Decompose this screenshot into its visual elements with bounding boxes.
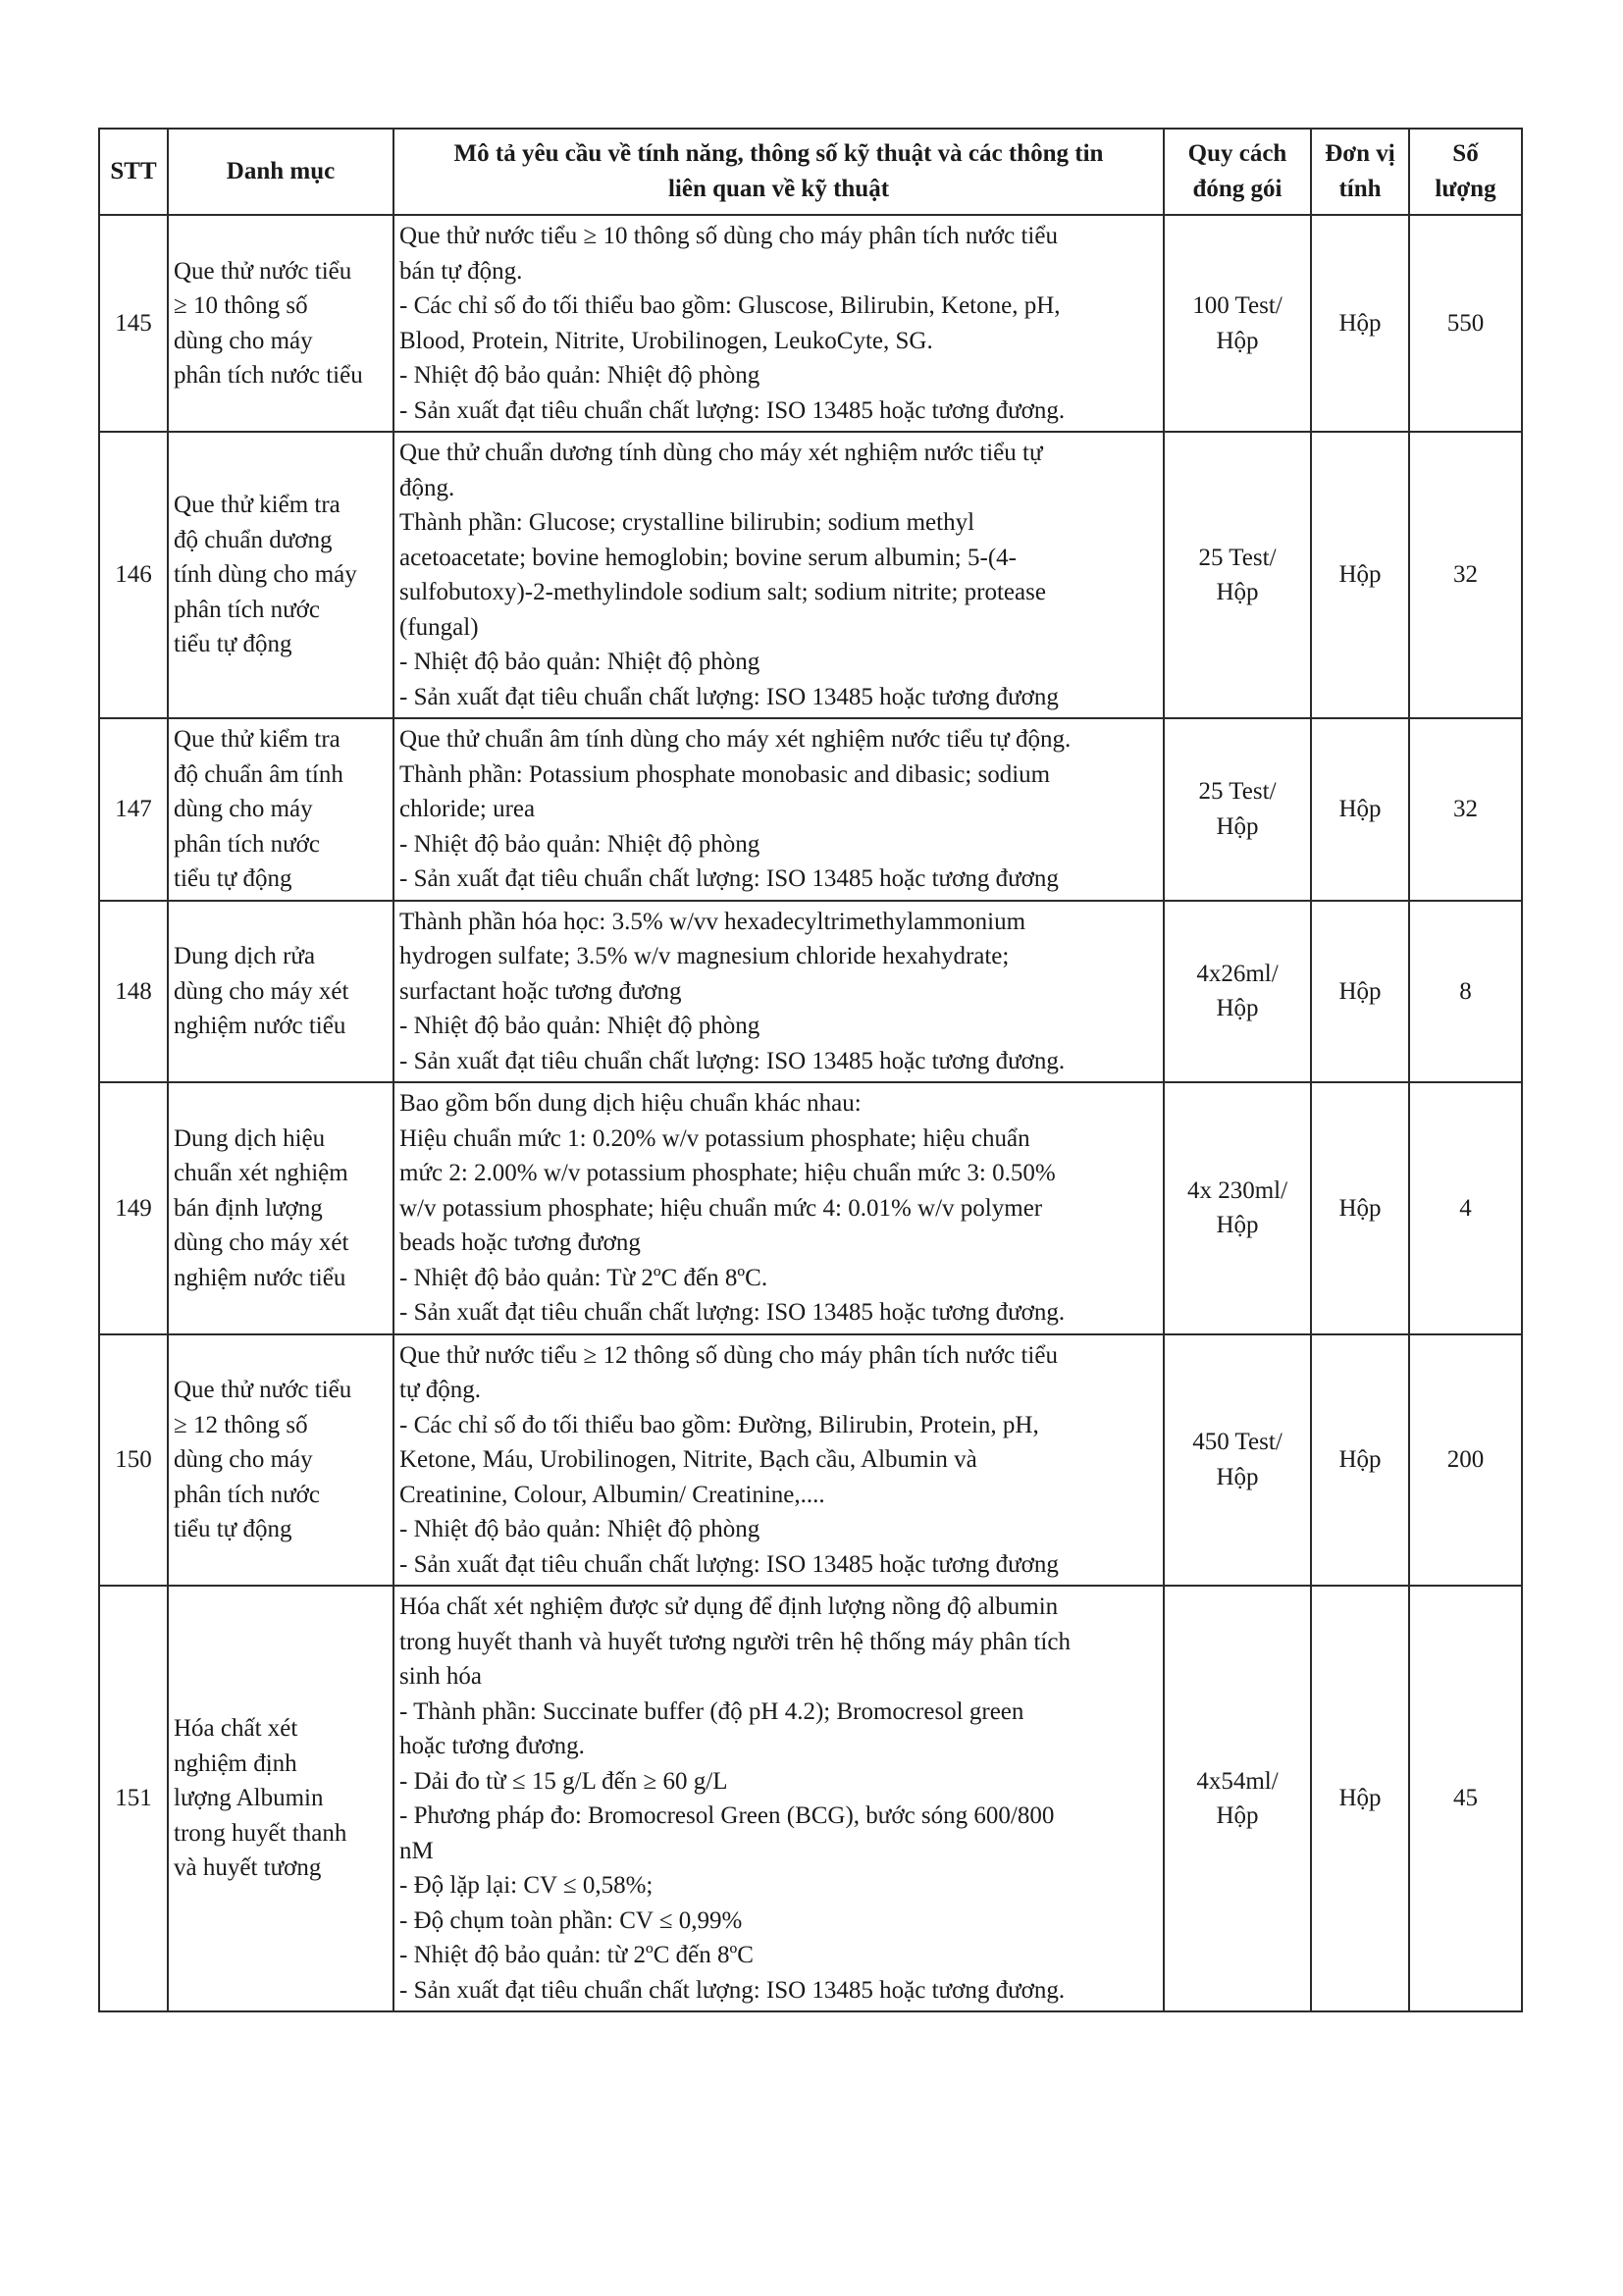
- description-line: - Các chỉ số đo tối thiểu bao gồm: Đường, Bilirubin, Protein, pH,: [399, 1411, 1039, 1438]
- header-packing-line: Quy cách: [1187, 140, 1287, 167]
- row-packing: [1164, 432, 1311, 718]
- description-line: acetoacetate; bovine hemoglobin; bovine serum albumin; 5-(4-: [399, 544, 1017, 571]
- row-unit: Hộp: [1311, 1586, 1409, 2011]
- row-category: [168, 718, 393, 901]
- description-line: nM: [399, 1837, 434, 1864]
- row-unit: Hộp: [1311, 432, 1409, 718]
- category-line: tiểu tự động: [174, 631, 292, 658]
- packing-line: Hộp: [1216, 812, 1259, 840]
- row-stt: 146: [99, 432, 168, 718]
- description-line: beads hoặc tương đương: [399, 1229, 641, 1256]
- description-line: bán tự động.: [399, 257, 523, 285]
- category-line: phân tích nước: [174, 830, 320, 858]
- description-line: sulfobutoxy)-2-methylindole sodium salt; sodium nitrite; protease: [399, 579, 1046, 605]
- table-row: [99, 432, 1522, 718]
- row-quantity: 200: [1409, 1334, 1522, 1587]
- header-packing-line: đóng gói: [1192, 176, 1283, 202]
- header-category: Danh mục: [168, 129, 393, 215]
- packing-line: 4x54ml/: [1196, 1767, 1279, 1795]
- row-quantity: 8: [1409, 901, 1522, 1083]
- header-description: [393, 129, 1164, 215]
- description-line: Ketone, Máu, Urobilinogen, Nitrite, Bạch cầu, Albumin và: [399, 1446, 977, 1473]
- table-row: [99, 1334, 1522, 1587]
- specification-table: [98, 128, 1523, 2012]
- description-line: - Nhiệt độ bảo quản: Nhiệt độ phòng: [399, 362, 760, 389]
- description-line: tự động.: [399, 1377, 481, 1403]
- packing-line: 4x 230ml/: [1186, 1176, 1288, 1204]
- category-line: phân tích nước: [174, 596, 320, 623]
- row-packing: [1164, 901, 1311, 1083]
- packing-line: Hộp: [1216, 579, 1259, 605]
- description-line: Thành phần: Glucose; crystalline bilirubin; sodium methyl: [399, 509, 975, 536]
- table-row: [99, 901, 1522, 1083]
- description-line: Que thử nước tiểu ≥ 10 thông số dùng cho máy phân tích nước tiểu: [399, 223, 1058, 249]
- category-line: lượng Albumin: [174, 1785, 324, 1812]
- category-line: phân tích nước: [174, 1481, 320, 1508]
- row-packing: [1164, 1334, 1311, 1587]
- header-unit: [1311, 129, 1409, 215]
- description-line: - Nhiệt độ bảo quản: Nhiệt độ phòng: [399, 1013, 760, 1039]
- row-category: [168, 1082, 393, 1334]
- description-line: Que thử chuẩn âm tính dùng cho máy xét nghiệm nước tiểu tự động.: [399, 726, 1072, 753]
- packing-line: Hộp: [1216, 1212, 1259, 1239]
- row-packing: [1164, 1082, 1311, 1334]
- row-stt: 145: [99, 215, 168, 432]
- description-line: surfactant hoặc tương đương: [399, 977, 682, 1005]
- description-line: - Sản xuất đạt tiêu chuẩn chất lượng: ISO 13485 hoặc tương đương.: [399, 1976, 1066, 2004]
- header-packing: [1164, 129, 1311, 215]
- packing-line: 4x26ml/: [1196, 960, 1279, 987]
- row-quantity: 550: [1409, 215, 1522, 432]
- category-line: độ chuẩn âm tính: [174, 760, 343, 788]
- category-line: Que thử kiểm tra: [174, 492, 340, 519]
- row-description: [393, 432, 1164, 718]
- category-line: ≥ 12 thông số: [174, 1411, 308, 1438]
- description-line: - Nhiệt độ bảo quản: Nhiệt độ phòng: [399, 649, 760, 675]
- category-line: nghiệm định: [174, 1749, 297, 1777]
- description-line: hydrogen sulfate; 3.5% w/v magnesium chloride hexahydrate;: [399, 943, 1010, 969]
- header-quantity: [1409, 129, 1522, 215]
- packing-line: Hộp: [1216, 1463, 1259, 1490]
- row-packing: [1164, 1586, 1311, 2011]
- packing-line: 450 Test/: [1192, 1429, 1283, 1456]
- category-line: độ chuẩn dương: [174, 526, 333, 553]
- row-quantity: 4: [1409, 1082, 1522, 1334]
- header-description-line: Mô tả yêu cầu về tính năng, thông số kỹ thuật và các thông tin: [453, 140, 1104, 167]
- header-quantity-line: Số: [1452, 140, 1479, 167]
- category-line: tính dùng cho máy: [174, 561, 357, 589]
- description-line: - Sản xuất đạt tiêu chuẩn chất lượng: ISO 13485 hoặc tương đương: [399, 683, 1059, 710]
- description-line: động.: [399, 474, 455, 501]
- description-line: - Sản xuất đạt tiêu chuẩn chất lượng: ISO 13485 hoặc tương đương.: [399, 396, 1066, 424]
- description-line: Hóa chất xét nghiệm được sử dụng để định lượng nồng độ albumin: [399, 1593, 1059, 1620]
- row-packing: [1164, 215, 1311, 432]
- category-line: dùng cho máy xét: [174, 1229, 349, 1256]
- row-description: [393, 1586, 1164, 2011]
- row-description: [393, 1082, 1164, 1334]
- packing-line: 100 Test/: [1192, 292, 1283, 319]
- category-line: phân tích nước tiểu: [174, 362, 363, 389]
- category-line: Hóa chất xét: [174, 1715, 298, 1743]
- description-line: - Sản xuất đạt tiêu chuẩn chất lượng: ISO 13485 hoặc tương đương.: [399, 1299, 1066, 1326]
- category-line: tiểu tự động: [174, 1516, 292, 1542]
- row-unit: Hộp: [1311, 1334, 1409, 1587]
- header-unit-line: Đơn vị: [1325, 140, 1395, 167]
- row-category: [168, 1334, 393, 1587]
- table-row: [99, 1586, 1522, 2011]
- row-description: [393, 215, 1164, 432]
- category-line: tiểu tự động: [174, 865, 292, 892]
- category-line: Dung dịch hiệu: [174, 1124, 326, 1152]
- description-line: - Các chỉ số đo tối thiểu bao gồm: Gluscose, Bilirubin, Ketone, pH,: [399, 292, 1061, 319]
- description-line: - Độ chụm toàn phần: CV ≤ 0,99%: [399, 1906, 743, 1934]
- description-line: Bao gồm bốn dung dịch hiệu chuẩn khác nhau:: [399, 1090, 862, 1117]
- description-line: Que thử chuẩn dương tính dùng cho máy xét nghiệm nước tiểu tự: [399, 440, 1043, 466]
- row-stt: 151: [99, 1586, 168, 2011]
- row-unit: Hộp: [1311, 1082, 1409, 1334]
- category-line: nghiệm nước tiểu: [174, 1264, 346, 1291]
- category-line: dùng cho máy xét: [174, 977, 349, 1005]
- packing-line: Hộp: [1216, 327, 1259, 354]
- row-packing: [1164, 718, 1311, 901]
- packing-line: 25 Test/: [1198, 778, 1277, 806]
- row-unit: Hộp: [1311, 718, 1409, 901]
- row-category: [168, 1586, 393, 2011]
- row-stt: 148: [99, 901, 168, 1083]
- description-line: Creatinine, Colour, Albumin/ Creatinine,....: [399, 1481, 825, 1508]
- row-quantity: 32: [1409, 432, 1522, 718]
- category-line: ≥ 10 thông số: [174, 292, 308, 319]
- description-line: - Sản xuất đạt tiêu chuẩn chất lượng: ISO 13485 hoặc tương đương: [399, 1550, 1059, 1578]
- description-line: w/v potassium phosphate; hiệu chuẩn mức 4: 0.01% w/v polymer: [399, 1194, 1043, 1222]
- row-quantity: 32: [1409, 718, 1522, 901]
- header-description-line: liên quan về kỹ thuật: [667, 176, 890, 202]
- category-line: và huyết tương: [174, 1854, 322, 1882]
- description-line: trong huyết thanh và huyết tương người trên hệ thống máy phân tích: [399, 1628, 1071, 1655]
- row-stt: 150: [99, 1334, 168, 1587]
- description-line: - Nhiệt độ bảo quản: Nhiệt độ phòng: [399, 1516, 760, 1542]
- header-unit-line: tính: [1338, 176, 1382, 202]
- row-quantity: 45: [1409, 1586, 1522, 2011]
- table-row: [99, 1082, 1522, 1334]
- description-line: Blood, Protein, Nitrite, Urobilinogen, LeukoCyte, SG.: [399, 327, 933, 354]
- description-line: - Sản xuất đạt tiêu chuẩn chất lượng: ISO 13485 hoặc tương đương: [399, 865, 1059, 892]
- description-line: mức 2: 2.00% w/v potassium phosphate; hiệu chuẩn mức 3: 0.50%: [399, 1160, 1056, 1186]
- table-body: [99, 215, 1522, 2011]
- row-category: [168, 215, 393, 432]
- category-line: dùng cho máy: [174, 327, 313, 354]
- category-line: Que thử kiểm tra: [174, 726, 340, 753]
- description-line: - Nhiệt độ bảo quản: Từ 2ºC đến 8ºC.: [399, 1264, 768, 1291]
- description-line: - Độ lặp lại: CV ≤ 0,58%;: [399, 1872, 654, 1899]
- row-unit: Hộp: [1311, 215, 1409, 432]
- description-line: sinh hóa: [399, 1663, 483, 1690]
- table-row: [99, 718, 1522, 901]
- row-unit: Hộp: [1311, 901, 1409, 1083]
- row-description: [393, 901, 1164, 1083]
- row-stt: 149: [99, 1082, 168, 1334]
- row-category: [168, 901, 393, 1083]
- description-line: - Nhiệt độ bảo quản: Nhiệt độ phòng: [399, 830, 760, 858]
- packing-line: Hộp: [1216, 1802, 1259, 1829]
- category-line: trong huyết thanh: [174, 1819, 347, 1847]
- category-line: nghiệm nước tiểu: [174, 1013, 346, 1039]
- category-line: dùng cho máy: [174, 1446, 313, 1473]
- description-line: chloride; urea: [399, 796, 536, 822]
- description-line: Que thử nước tiểu ≥ 12 thông số dùng cho máy phân tích nước tiểu: [399, 1341, 1058, 1369]
- description-line: - Nhiệt độ bảo quản: từ 2ºC đến 8ºC: [399, 1942, 754, 1968]
- description-line: - Sản xuất đạt tiêu chuẩn chất lượng: ISO 13485 hoặc tương đương.: [399, 1047, 1066, 1074]
- description-line: - Thành phần: Succinate buffer (độ pH 4.2); Bromocresol green: [399, 1697, 1024, 1725]
- description-line: - Dải đo từ ≤ 15 g/L đến ≥ 60 g/L: [399, 1767, 728, 1795]
- description-line: Thành phần: Potassium phosphate monobasic and dibasic; sodium: [399, 760, 1051, 788]
- header-stt: STT: [99, 129, 168, 215]
- row-description: [393, 718, 1164, 901]
- row-stt: 147: [99, 718, 168, 901]
- packing-line: 25 Test/: [1198, 544, 1277, 571]
- description-line: - Phương pháp đo: Bromocresol Green (BCG), bước sóng 600/800: [399, 1802, 1055, 1829]
- row-category: [168, 432, 393, 718]
- category-line: chuẩn xét nghiệm: [174, 1160, 348, 1186]
- description-line: hoặc tương đương.: [399, 1733, 585, 1759]
- header-quantity-line: lượng: [1435, 176, 1496, 202]
- packing-line: Hộp: [1216, 995, 1259, 1022]
- description-line: Hiệu chuẩn mức 1: 0.20% w/v potassium phosphate; hiệu chuẩn: [399, 1124, 1030, 1152]
- category-line: bán định lượng: [174, 1194, 323, 1222]
- description-line: Thành phần hóa học: 3.5% w/vv hexadecyltrimethylammonium: [399, 908, 1026, 935]
- table-header-row: [99, 129, 1522, 215]
- category-line: Que thử nước tiểu: [174, 1377, 352, 1403]
- table-row: [99, 215, 1522, 432]
- description-line: (fungal): [399, 613, 479, 641]
- category-line: dùng cho máy: [174, 796, 313, 822]
- row-description: [393, 1334, 1164, 1587]
- category-line: Que thử nước tiểu: [174, 257, 352, 285]
- category-line: Dung dịch rửa: [174, 943, 316, 969]
